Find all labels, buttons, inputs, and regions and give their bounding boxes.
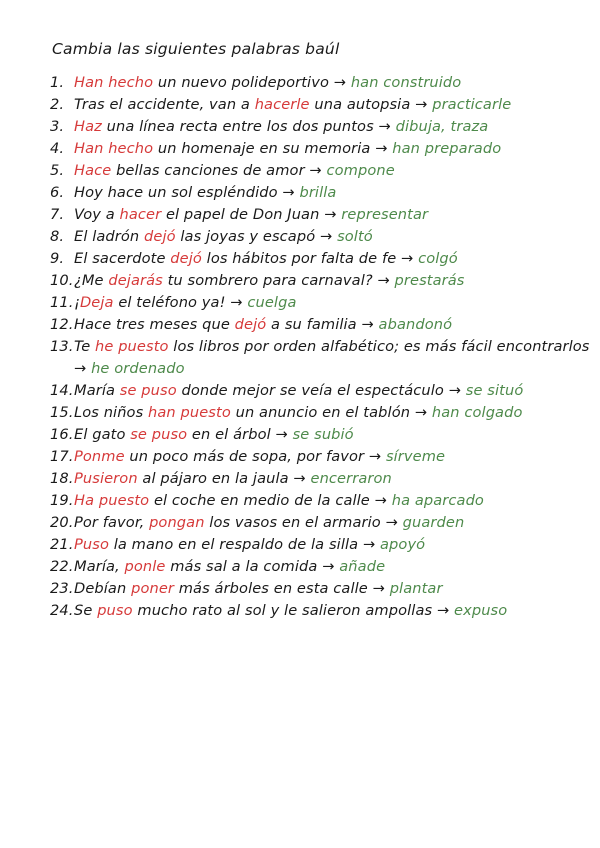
comodin-word: Haz [74, 118, 102, 135]
arrow-icon: → [324, 206, 337, 223]
item-sentence [74, 424, 595, 446]
answer-group [374, 118, 489, 135]
item-number: 16. [50, 426, 74, 443]
item-sentence [74, 556, 595, 578]
answer-word: se situó [465, 382, 524, 399]
item-sentence [74, 116, 595, 138]
exercise-item [50, 468, 595, 490]
arrow-icon: → [362, 536, 376, 553]
answer-word: han construido [350, 74, 462, 91]
answer-group [444, 382, 523, 399]
exercise-item [50, 204, 595, 226]
sentence-start: Te [74, 338, 96, 355]
exercise-item [50, 490, 595, 512]
comodin-word: he puesto [95, 338, 169, 355]
sentence-end: una línea recta entre los dos puntos [101, 118, 374, 135]
answer-group [317, 558, 385, 575]
comodin-word: se puso [119, 382, 177, 399]
sentence-start: Por favor, [74, 514, 150, 531]
answer-word: brilla [299, 184, 337, 201]
arrow-icon: → [385, 514, 398, 531]
sentence-end: en el árbol [187, 426, 271, 443]
sentence-start: ¿Me [74, 272, 109, 289]
item-number: 6. [50, 184, 65, 201]
item-number: 17. [50, 448, 74, 465]
answer-word: añade [339, 558, 386, 575]
arrow-icon: → [375, 140, 388, 157]
answer-word: practicarle [432, 96, 512, 113]
answer-group [271, 426, 354, 443]
sentence-end: mucho rato al sol y le salieron ampollas [132, 602, 433, 619]
answer-group [396, 250, 458, 267]
comodin-word: dejarás [108, 272, 163, 289]
sentence-end: las joyas y escapó [175, 228, 316, 245]
item-number: 19. [50, 492, 74, 509]
item-number: 14. [50, 382, 74, 399]
item-sentence [74, 204, 595, 226]
item-sentence [74, 270, 595, 292]
comodin-word: Deja [79, 294, 114, 311]
sentence-end: más árboles en esta calle [174, 580, 368, 597]
answer-group [74, 360, 185, 377]
sentence-end: un anuncio en el tablón [230, 404, 411, 421]
comodin-word: Pusieron [74, 470, 138, 487]
sentence-start: Voy a [74, 206, 120, 223]
sentence-end: a su familia [266, 316, 357, 333]
item-sentence [74, 94, 595, 116]
answer-group [305, 162, 395, 179]
item-sentence [74, 248, 595, 270]
sentence-end: la mano en el respaldo de la silla [108, 536, 359, 553]
exercise-item [50, 380, 595, 402]
answer-group [370, 492, 484, 509]
arrow-icon: → [361, 316, 374, 333]
arrow-icon: → [230, 294, 243, 311]
comodin-word: Han hecho [74, 74, 154, 91]
answer-word: expuso [454, 602, 508, 619]
answer-group [370, 140, 501, 157]
comodin-word: dejó [144, 228, 176, 245]
arrow-icon: → [448, 382, 462, 399]
sentence-end: tu sombrero para carnaval? [162, 272, 373, 289]
item-sentence [74, 72, 595, 94]
item-sentence [74, 534, 595, 556]
arrow-icon: → [282, 184, 295, 201]
answer-word: apoyó [380, 536, 426, 553]
sentence-start: El ladrón [74, 228, 144, 245]
item-sentence [74, 600, 595, 622]
answer-group [368, 580, 443, 597]
answer-word: han preparado [392, 140, 502, 157]
exercise-item [50, 336, 595, 380]
exercise-item [50, 226, 595, 248]
sentence-end: más sal a la comida [165, 558, 318, 575]
exercise-item [50, 600, 595, 622]
answer-word: se subió [292, 426, 354, 443]
answer-word: prestarás [394, 272, 465, 289]
comodin-word: dejó [234, 316, 267, 333]
item-sentence [74, 446, 595, 468]
exercise-item [50, 446, 595, 468]
answer-word: han colgado [431, 404, 523, 421]
comodin-word: han puesto [148, 404, 231, 421]
item-sentence [74, 138, 595, 160]
item-number: 24. [50, 602, 74, 619]
sentence-start: El gato [74, 426, 131, 443]
answer-word: representar [341, 206, 429, 223]
arrow-icon: → [378, 118, 391, 135]
exercise-item [50, 270, 595, 292]
comodin-word: Ponme [74, 448, 125, 465]
item-sentence [74, 226, 595, 248]
answer-word: soltó [337, 228, 373, 245]
exercise-item [50, 94, 595, 116]
item-number: 9. [50, 250, 65, 267]
sentence-end: los libros por orden alfabético; es más fácil encontrarlos [168, 338, 590, 355]
item-number: 12. [50, 316, 74, 333]
arrow-icon: → [401, 250, 414, 267]
answer-word: abandonó [378, 316, 453, 333]
exercise-item [50, 72, 595, 94]
answer-group [410, 404, 522, 421]
sentence-end: donde mejor se veía el espectáculo [176, 382, 444, 399]
item-number: 10. [50, 272, 74, 289]
answer-word: cuelga [247, 294, 297, 311]
exercise-item [50, 248, 595, 270]
item-sentence [74, 182, 595, 204]
sentence-start: El sacerdote [74, 250, 171, 267]
sentence-start: Se [74, 602, 98, 619]
item-number: 15. [50, 404, 74, 421]
arrow-icon: → [372, 580, 385, 597]
sentence-start: Tras el accidente, van a [74, 96, 255, 113]
arrow-icon: → [377, 272, 390, 289]
answer-word: ha aparcado [391, 492, 484, 509]
item-number: 7. [50, 206, 65, 223]
item-sentence [74, 512, 595, 534]
sentence-end: el teléfono ya! [113, 294, 226, 311]
item-sentence [74, 380, 595, 402]
arrow-icon: → [293, 470, 306, 487]
comodin-word: pongan [149, 514, 205, 531]
answer-group [289, 470, 392, 487]
answer-word: encerraron [310, 470, 392, 487]
arrow-icon: → [74, 360, 87, 377]
exercise-item [50, 556, 595, 578]
exercise-item [50, 116, 595, 138]
sentence-end: el coche en medio de la calle [149, 492, 370, 509]
answer-word: compone [326, 162, 395, 179]
item-sentence [74, 160, 595, 182]
item-number: 5. [50, 162, 65, 179]
answer-group [329, 74, 461, 91]
sentence-start: ¡ [74, 294, 80, 311]
sentence-start: Hoy hace un sol espléndido [74, 184, 278, 201]
exercise-item [50, 182, 595, 204]
item-number: 1. [50, 74, 65, 91]
comodin-word: se puso [130, 426, 188, 443]
item-sentence [74, 468, 595, 490]
item-sentence [74, 402, 595, 424]
exercise-item [50, 402, 595, 424]
comodin-word: dejó [170, 250, 202, 267]
answer-group [357, 316, 452, 333]
arrow-icon: → [275, 426, 288, 443]
answer-group [315, 228, 373, 245]
comodin-word: Han hecho [74, 140, 154, 157]
arrow-icon: → [436, 602, 450, 619]
exercise-item [50, 534, 595, 556]
arrow-icon: → [322, 558, 335, 575]
exercise-item [50, 512, 595, 534]
answer-word: he ordenado [91, 360, 185, 377]
sentence-start: Los niños [74, 404, 149, 421]
arrow-icon: → [374, 492, 387, 509]
answer-group [381, 514, 464, 531]
sentence-end: un poco más de sopa, por favor [124, 448, 365, 465]
item-sentence [74, 292, 595, 314]
exercise-item [50, 160, 595, 182]
sentence-end: el papel de Don Juan [161, 206, 320, 223]
exercise-item [50, 138, 595, 160]
item-sentence [74, 490, 595, 512]
answer-group [319, 206, 428, 223]
item-sentence [74, 314, 595, 336]
arrow-icon: → [414, 404, 428, 421]
answer-group [226, 294, 297, 311]
sentence-end: bellas canciones de amor [111, 162, 305, 179]
sentence-end: un nuevo polideportivo [153, 74, 329, 91]
worksheet-title: Cambia las siguientes palabras baúl [52, 40, 340, 58]
comodin-word: ponle [124, 558, 166, 575]
answer-group [373, 272, 465, 289]
arrow-icon: → [320, 228, 333, 245]
item-number: 3. [50, 118, 65, 135]
arrow-icon: → [309, 162, 322, 179]
arrow-icon: → [368, 448, 382, 465]
comodin-word: puso [97, 602, 133, 619]
answer-word: colgó [418, 250, 458, 267]
exercise-item [50, 292, 595, 314]
item-number: 11. [50, 294, 74, 311]
sentence-start: Debían [74, 580, 132, 597]
comodin-word: Puso [74, 536, 109, 553]
comodin-word: hacer [119, 206, 162, 223]
exercise-list [50, 72, 595, 622]
answer-word: plantar [389, 580, 443, 597]
item-number: 4. [50, 140, 65, 157]
answer-word: guarden [402, 514, 465, 531]
answer-group [364, 448, 445, 465]
comodin-word: hacerle [254, 96, 310, 113]
exercise-item [50, 424, 595, 446]
answer-group [432, 602, 507, 619]
sentence-end: los vasos en el armario [204, 514, 381, 531]
item-number: 2. [50, 96, 65, 113]
comodin-word: poner [131, 580, 174, 597]
item-number: 13. [50, 338, 74, 355]
arrow-icon: → [415, 96, 428, 113]
item-sentence [74, 578, 595, 600]
sentence-start: María [74, 382, 120, 399]
sentence-end: los hábitos por falta de fe [201, 250, 397, 267]
answer-word: sírveme [385, 448, 446, 465]
answer-word: dibuja, traza [395, 118, 489, 135]
comodin-word: Ha puesto [74, 492, 150, 509]
answer-group [410, 96, 511, 113]
item-number: 21. [50, 536, 74, 553]
exercise-item [50, 314, 595, 336]
item-sentence [74, 336, 595, 380]
item-number: 23. [50, 580, 74, 597]
comodin-word: Hace [74, 162, 112, 179]
sentence-end: un homenaje en su memoria [153, 140, 371, 157]
sentence-start: María, [74, 558, 125, 575]
sentence-start: Hace tres meses que [74, 316, 235, 333]
item-number: 22. [50, 558, 74, 575]
sentence-end: una autopsia [309, 96, 411, 113]
item-number: 18. [50, 470, 74, 487]
item-number: 20. [50, 514, 74, 531]
answer-group [358, 536, 425, 553]
sentence-end: al pájaro en la jaula [137, 470, 289, 487]
arrow-icon: → [333, 74, 347, 91]
item-number: 8. [50, 228, 65, 245]
answer-group [278, 184, 337, 201]
exercise-item [50, 578, 595, 600]
